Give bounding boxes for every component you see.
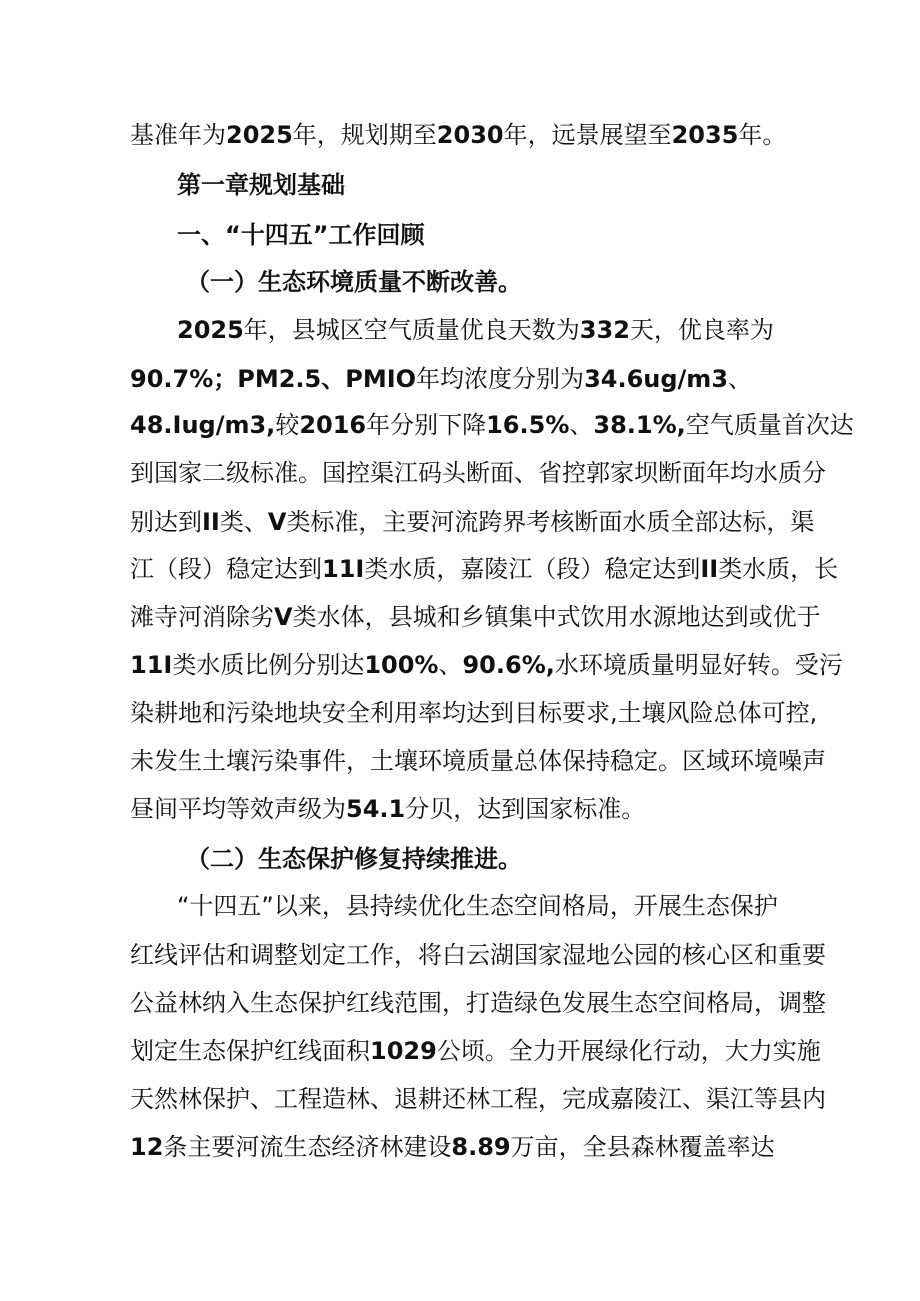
text-run: 较 [275, 411, 300, 439]
heading-text: （一）生态环境质量不断改善。 [186, 268, 522, 296]
text-run: 染耕地和污染地块安全利用率均达到目标要求,土壤风险总体可控, [130, 699, 818, 727]
number-run: 2030 [436, 121, 504, 149]
text-run: 分贝，达到国家标准。 [405, 795, 646, 823]
number-run: 34.6ug/m3 [584, 365, 729, 393]
text-run: 天，优良率为 [629, 316, 774, 344]
text-run: 划定生态保护红线面积 [130, 1037, 370, 1065]
number-run: 54.1 [346, 795, 406, 823]
paragraph-line [177, 890, 778, 922]
paragraph-line [130, 363, 752, 395]
number-run: 332 [579, 316, 630, 344]
text-run: 滩寺河消除劣 [130, 603, 274, 631]
paragraph-line [130, 553, 838, 585]
section-heading [177, 219, 425, 251]
number-run: 2035 [671, 121, 739, 149]
text-run: 年，远景展望至 [503, 121, 672, 149]
paragraph-line [130, 601, 821, 633]
text-run: 红线评估和调整划定工作，将白云湖国家湿地公园的核心区和重要 [130, 941, 826, 969]
number-run: 11I [322, 555, 365, 583]
text-run: 类、 [219, 508, 268, 536]
number-run: II [202, 508, 220, 536]
paragraph-line [130, 649, 843, 681]
text-run: 类水质，长 [718, 555, 839, 583]
paragraph-line [130, 939, 826, 971]
number-run: 100% [364, 651, 439, 679]
text-run: 、 [569, 411, 594, 439]
text-run: 公益林纳入生态保护红线范围，打造绿色发展生态空间格局，调整 [130, 989, 826, 1017]
text-run: 条主要河流生态经济林建设 [163, 1133, 452, 1161]
text-run: 空气质量首次达 [685, 411, 854, 439]
paragraph-line [177, 314, 774, 346]
number-run: 90.7%；PM2.5、PMIO [130, 365, 417, 393]
text-run: 水环境质量明显好转。受污 [554, 651, 843, 679]
paragraph-line [130, 1083, 826, 1115]
text-run: 年均浓度分别为 [416, 365, 585, 393]
paragraph-line [130, 457, 826, 489]
number-run: 11I [130, 651, 173, 679]
text-run: 年，县城区空气质量优良天数为 [243, 316, 580, 344]
text-run: 未发生土壤污染事件，土壤环境质量总体保持稳定。区域环境噪声 [130, 747, 826, 775]
text-run: 类水体，县城和乡镇集中式饮用水源地达到或优于 [292, 603, 821, 631]
paragraph-line [130, 697, 817, 729]
text-run: 年分别下降 [366, 411, 487, 439]
chapter-heading [177, 169, 345, 201]
number-run: 48.Iug/m3, [130, 411, 276, 439]
paragraph-line [130, 409, 854, 441]
text-run: “十四五”以来，县持续优化生态空间格局，开展生态保护 [177, 892, 778, 920]
number-run: 8.89 [451, 1133, 511, 1161]
subsection-heading [186, 266, 522, 298]
text-run: 基准年为 [130, 121, 226, 149]
text-run: 万亩，全县森林覆盖率达 [510, 1133, 775, 1161]
number-run: 2016 [299, 411, 367, 439]
text-run: 类水质，嘉陵江（段）稳定达到 [364, 555, 701, 583]
text-run: 年。 [738, 121, 787, 149]
paragraph-line [130, 745, 826, 777]
heading-text: 第一章规划基础 [177, 171, 345, 199]
paragraph-line [130, 987, 826, 1019]
text-run: 昼间平均等效声级为 [130, 795, 346, 823]
text-run: 公顷。全力开展绿化行动，大力实施 [436, 1037, 821, 1065]
number-run: 2025 [226, 121, 293, 149]
number-run: 12 [130, 1133, 164, 1161]
text-run: 天然林保护、工程造林、退耕还林工程，完成嘉陵江、渠江等县内 [130, 1085, 826, 1113]
number-run: 1029 [370, 1037, 437, 1065]
subsection-heading [186, 843, 522, 875]
text-run: 、 [728, 365, 753, 393]
text-run: 江（段）稳定达到 [130, 555, 322, 583]
number-run: II [700, 555, 719, 583]
paragraph-line [130, 506, 814, 538]
text-run: 类标准，主要河流跨界考核断面水质全部达标，渠 [286, 508, 815, 536]
text-run: 别达到 [130, 508, 202, 536]
text-run: 年，规划期至 [292, 121, 437, 149]
paragraph-line [130, 119, 786, 151]
paragraph-line [130, 1131, 775, 1163]
paragraph-line [130, 1035, 821, 1067]
number-run: V [274, 603, 293, 631]
paragraph-line [130, 793, 645, 825]
number-run: 90.6%, [462, 651, 555, 679]
number-run: 2025 [177, 316, 244, 344]
number-run: V [267, 508, 287, 536]
number-run: 38.1%, [593, 411, 686, 439]
heading-text: （二）生态保护修复持续推进。 [186, 845, 522, 873]
text-run: 类水质比例分别达 [172, 651, 365, 679]
text-run: 、 [438, 651, 463, 679]
heading-text: 一、“十四五”工作回顾 [177, 221, 425, 249]
number-run: 16.5% [486, 411, 570, 439]
text-run: 到国家二级标准。国控渠江码头断面、省控郭家坝断面年均水质分 [130, 459, 826, 487]
